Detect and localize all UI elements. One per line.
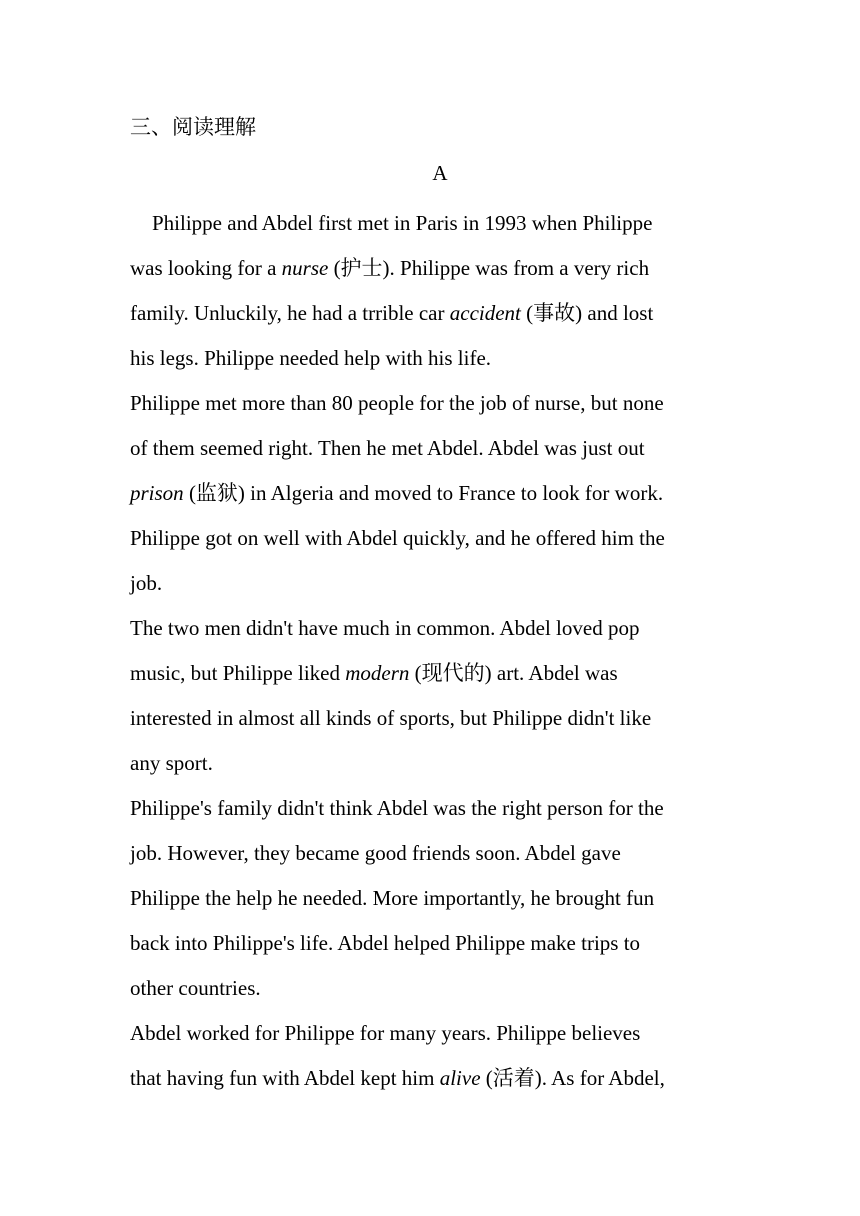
text-segment: back into Philippe's life. Abdel helped Philippe make trips to: [130, 931, 641, 955]
text-segment: his legs. Philippe needed help with his life.: [130, 346, 492, 370]
passage-line: [130, 876, 730, 921]
text-segment: Philippe met more than 80 people for the job of nurse, but none: [130, 391, 664, 415]
section-heading: 三、阅读理解: [130, 115, 256, 139]
text-segment: (活着). As for Abdel,: [480, 1066, 665, 1090]
passage-line: [130, 1011, 730, 1056]
text-segment: Philippe got on well with Abdel quickly, and he offered him the: [130, 526, 665, 550]
passage-line: [130, 831, 730, 876]
text-segment: (护士). Philippe was from a very rich: [328, 256, 650, 280]
passage-line: [130, 246, 730, 291]
passage-line: [130, 426, 730, 471]
passage-line: [130, 606, 730, 651]
text-segment: music, but Philippe liked: [130, 661, 346, 685]
text-segment: family. Unluckily, he had a trrible car: [130, 301, 450, 325]
passage-line: [130, 1056, 730, 1101]
text-segment: (监狱) in Algeria and moved to France to look for work.: [183, 481, 664, 505]
passage-line: [130, 786, 730, 831]
text-segment: of them seemed right. Then he met Abdel. Abdel was just out: [130, 436, 645, 460]
passage-line: [130, 921, 730, 966]
passage-line: [130, 696, 730, 741]
vocabulary-term: alive: [439, 1066, 481, 1090]
text-segment: any sport.: [130, 751, 213, 775]
passage-line: [130, 516, 730, 561]
text-segment: other countries.: [130, 976, 261, 1000]
passage-line: [130, 741, 730, 786]
passage-line: [130, 651, 730, 696]
passage-line: [130, 291, 730, 336]
text-segment: (现代的) art. Abdel was: [409, 661, 618, 685]
vocabulary-term: accident: [449, 301, 521, 325]
text-segment: Philippe and Abdel first met in Paris in 1993 when Philippe: [152, 211, 653, 235]
passage-title: A: [432, 161, 448, 185]
text-segment: that having fun with Abdel kept him: [130, 1066, 440, 1090]
vocabulary-term: nurse: [281, 256, 329, 280]
passage-body: [130, 201, 730, 1101]
vocabulary-term: modern: [345, 661, 410, 685]
passage-line: [130, 966, 730, 1011]
text-segment: The two men didn't have much in common. Abdel loved pop: [130, 616, 640, 640]
text-segment: Philippe's family didn't think Abdel was the right person for the: [130, 796, 664, 820]
passage-line: [130, 471, 730, 516]
vocabulary-term: prison: [130, 481, 184, 505]
text-segment: interested in almost all kinds of sports, but Philippe didn't like: [130, 706, 652, 730]
text-segment: Philippe the help he needed. More importantly, he brought fun: [130, 886, 655, 910]
text-segment: job. However, they became good friends soon. Abdel gave: [130, 841, 621, 865]
passage-line: [130, 201, 730, 246]
text-segment: (事故) and lost: [520, 301, 654, 325]
text-segment: job.: [130, 571, 163, 595]
passage-line: [130, 381, 730, 426]
passage-line: [130, 561, 730, 606]
text-segment: was looking for a: [130, 256, 282, 280]
text-segment: Abdel worked for Philippe for many years. Philippe believes: [130, 1021, 641, 1045]
passage-line: [130, 336, 730, 381]
